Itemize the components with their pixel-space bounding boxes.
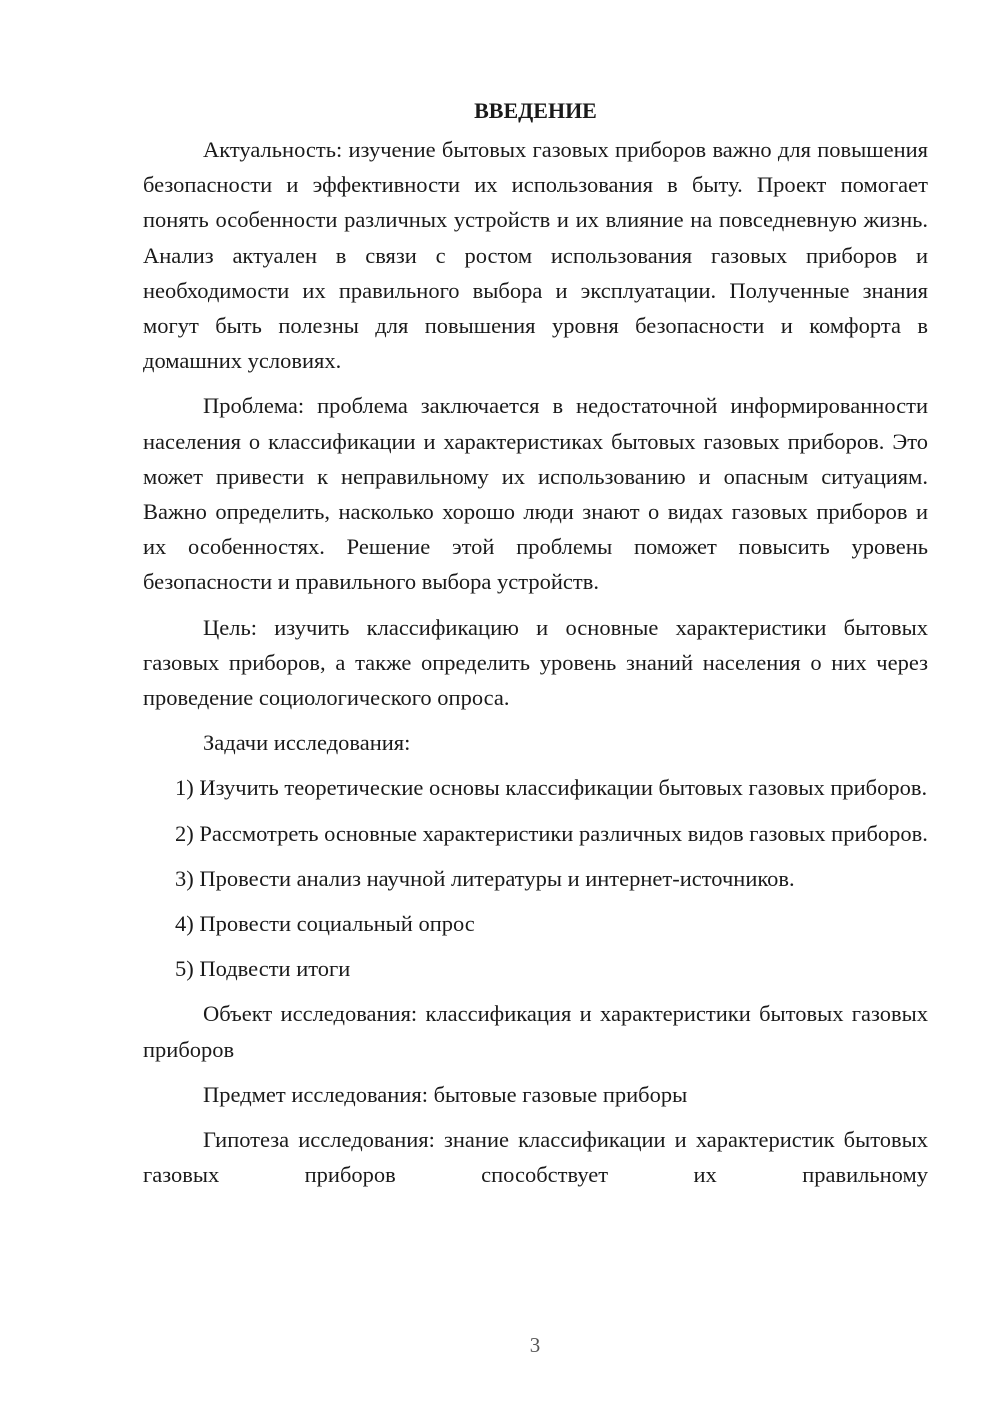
task-item-1: 1) Изучить теоретические основы классификации бытовых газовых приборов. [175, 775, 928, 801]
problem-paragraph: Проблема: проблема заключается в недостаточной информированности населения о классификации и характеристиках бытовых газовых приборов. Это может привести к неправильному их использованию и опасным ситуациям. Важно определить, насколько хорошо люди знают о видах газовых приборов и их особенностях. Решение этой проблемы поможет повысить уровень безопасности и правильного выбора устройств. [143, 393, 928, 595]
object-paragraph: Объект исследования: классификация и характеристики бытовых газовых приборов [143, 1001, 928, 1062]
tasks-title: Задачи исследования: [203, 730, 411, 756]
task-item-3: 3) Провести анализ научной литературы и интернет-источников. [175, 865, 795, 891]
subject-paragraph: Предмет исследования: бытовые газовые приборы [203, 1081, 688, 1107]
goal-paragraph: Цель: изучить классификацию и основные характеристики бытовых газовых приборов, а также определить уровень знаний населения о них через проведение социологического опроса. [143, 614, 928, 711]
hypothesis-paragraph: Гипотеза исследования: знание классификации и характеристик бытовых газовых приборов способствует их правильному [143, 1127, 928, 1188]
section-heading: ВВЕДЕНИЕ [474, 98, 597, 123]
relevance-paragraph: Актуальность: изучение бытовых газовых приборов важно для повышения безопасности и эффективности их использования в быту. Проект помогает понять особенности различных устройств и их влияние на повседневную жизнь. Анализ актуален в связи с ростом использования газовых приборов и необходимости их правильного выбора и эксплуатации. Полученные знания могут быть полезны для повышения уровня безопасности и комфорта в домашних условиях. [143, 137, 928, 374]
page-number: 3 [529, 1333, 541, 1357]
task-item-2: 2) Рассмотреть основные характеристики различных видов газовых приборов. [175, 820, 928, 846]
document-page [143, 96, 928, 1202]
task-item-5: 5) Подвести итоги [175, 956, 351, 982]
task-item-4: 4) Провести социальный опрос [175, 911, 475, 937]
